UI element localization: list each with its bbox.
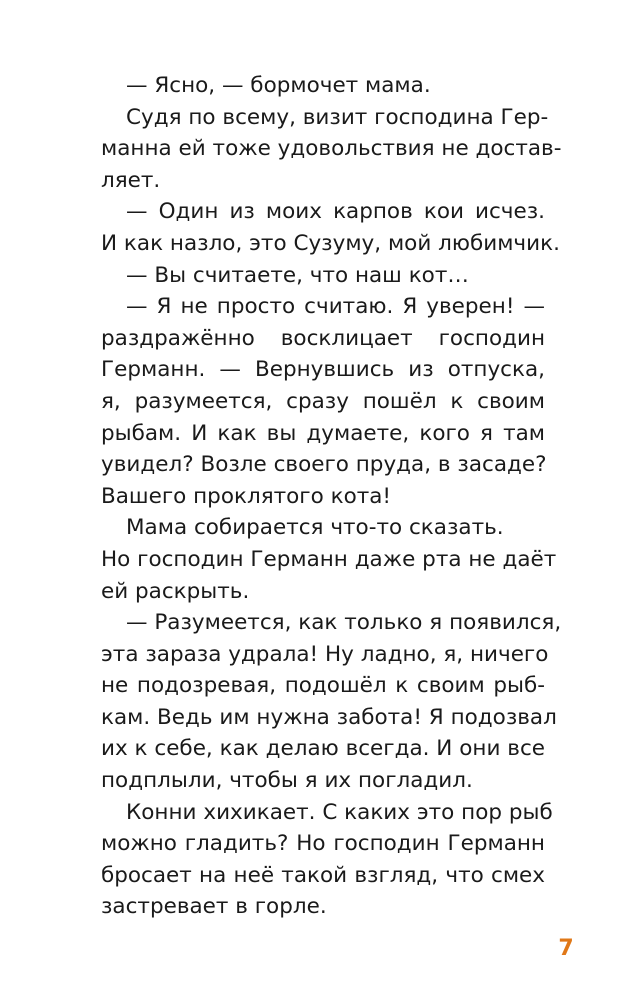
text-line: — Разумеется, как только я появился, — [126, 610, 562, 636]
text-line: ляет. — [101, 167, 161, 193]
text-line: — Вы считаете, что наш кот… — [126, 262, 469, 288]
page-number: 7 — [558, 936, 574, 961]
text-line: Германн. — Вернувшись из отпуска, — [101, 357, 545, 383]
text-line: кам. Ведь им нужна забота! Я подозвал — [101, 704, 557, 730]
text-line: — Я не просто считаю. Я уверен! — — [126, 294, 545, 320]
text-line: увидел? Возле своего пруда, в засаде? — [101, 452, 547, 478]
text-line: — Ясно, — бормочет мама. — [126, 73, 431, 98]
text-line: ей раскрыть. — [101, 578, 250, 604]
body-text — [101, 70, 562, 923]
text-line: Вашего проклятого кота! — [101, 483, 392, 509]
text-line: Конни хихикает. С каких это пор рыб — [126, 799, 553, 825]
text-line: эта зараза удрала! Ну ладно, я, ничего — [101, 641, 549, 667]
text-line: Судя по всему, визит господина Гер- — [126, 104, 549, 130]
text-line: Но господин Германн даже рта не даёт — [101, 546, 557, 572]
text-line: их к себе, как делаю всегда. И они все — [101, 736, 545, 762]
text-line: раздражённо восклицает господин — [101, 325, 545, 351]
text-line: можно гладить? Но господин Германн — [101, 831, 545, 857]
text-line: подплыли, чтобы я их погладил. — [101, 768, 473, 794]
text-line: И как назло, это Сузуму, мой любимчик. — [101, 230, 560, 256]
text-line: рыбам. И как вы думаете, кого я там — [101, 420, 545, 446]
text-line: бросает на неё такой взгляд, что смех — [101, 862, 545, 888]
text-line: манна ей тоже удовольствия не достав- — [101, 136, 562, 162]
text-line: застревает в горле. — [101, 894, 327, 920]
text-line: Мама собирается что-то сказать. — [126, 515, 504, 541]
text-line: я, разумеется, сразу пошёл к своим — [101, 388, 545, 414]
text-line: — Один из моих карпов кои исчез. — [126, 199, 545, 225]
text-line: не подозревая, подошёл к своим рыб- — [101, 673, 545, 699]
